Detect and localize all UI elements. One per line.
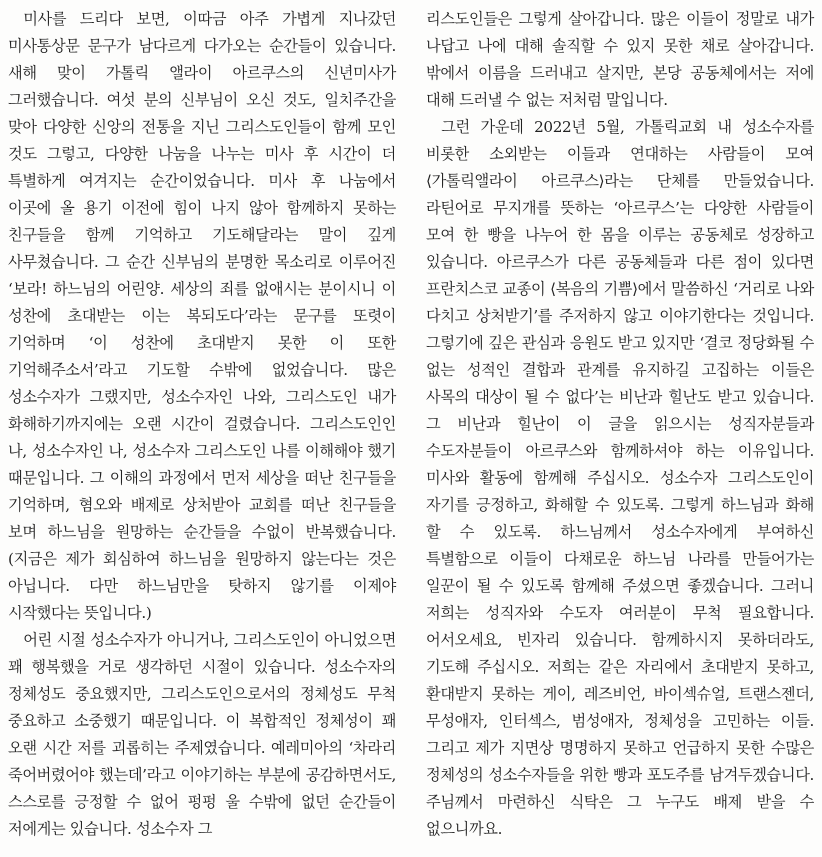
left-column — [8, 6, 396, 843]
paragraph-2-continuation: 리스도인들은 그렇게 살아갑니다. 많은 이들이 정말로 내가 나답고 나에 대해 솔직할 수 있지 못한 채로 살아갑니다. 밖에서 이름을 드러내고 살지만, 본당 공동체에서는 저에 대해 드러낼 수 없는 저처럼 말입니다. — [426, 10, 814, 109]
paragraph-1: 미사를 드리다 보면, 이따금 아주 가볍게 지나갔던 미사통상문 문구가 남다르게 다가오는 순간들이 있습니다. 새해 맞이 가톨릭 앨라이 아르쿠스의 신년미사가 그러했습니다. 여섯 분의 신부님이 오신 것도, 일치주간을 맞아 다양한 신앙의 전통을 지닌 그리스도인들이 함께 모인 것도 그렇고, 다양한 나눔을 나누는 미사 후 시간이 더 특별하게 여겨지는 순간이었습니다. 미사 후 나눔에서 이곳에 올 용기 이전에 힘이 나지 않아 함께하지 못하는 친구들을 함께 기억하고 기도해달라는 말이 깊게 사무쳤습니다. 그 순간 신부님의 분명한 목소리로 이루어진 ‘보라! 하느님의 어린양. 세상의 죄를 없애시는 분이시니 이 성찬에 초대받는 이는 복되도다’라는 문구를 또렷이 기억하며 ‘이 성찬에 초대받지 못한 이 또한 기억해주소서’라고 기도할 수밖에 없었습니다. 많은 성소수자가 그랬지만, 성소수자인 나와, 그리스도인 내가 화해하기까지에는 오랜 시간이 걸렸습니다. 그리스도인인 나, 성소수자인 나, 성소수자 그리스도인 나를 이해해야 했기 때문입니다. 그 이해의 과정에서 먼저 세상을 떠난 친구들을 기억하며, 혐오와 배제로 상처받아 교회를 떠난 친구들을 보며 하느님을 원망하는 순간들을 수없이 반복했습니다. (지금은 제가 회심하여 하느님을 원망하지 않는다는 것은 아닙니다. 다만 하느님만을 탓하지 않기를 이제야 시작했다는 뜻입니다.) — [8, 10, 396, 622]
right-column — [426, 6, 814, 843]
paragraph-2: 어린 시절 성소수자가 아니거나, 그리스도인이 아니었으면 꽤 행복했을 거로 생각하던 시절이 있습니다. 성소수자의 정체성도 중요했지만, 그리스도인으로서의 정체성도 무척 중요하고 소중했기 때문입니다. 이 복합적인 정체성이 꽤 오랜 시간 저를 괴롭히는 주제였습니다. 예레미아의 ‘차라리 죽어버렸어야 했는데’라고 이야기하는 부분에 공감하면서도, 스스로를 긍정할 수 없어 펑펑 울 수밖에 없던 순간들이 저에게는 있습니다. 성소수자 그 — [8, 631, 396, 838]
paragraph-3: 그런 가운데 2022년 5월, 가톨릭교회 내 성소수자를 비롯한 소외받는 이들과 연대하는 사람들이 모여 ⟨가톨릭앨라이 아르쿠스⟩라는 단체를 만들었습니다. 라틴어로 무지개를 뜻하는 ‘아르쿠스’는 다양한 사람들이 모여 한 빵을 나누어 한 몸을 이루는 공동체로 성장하고 있습니다. 아르쿠스가 다른 공동체들과 다른 점이 있다면 프란치스코 교종이 ⟨복음의 기쁨⟩에서 말씀하신 ‘거리로 나와 다치고 상처받기’를 주저하지 않고 이야기한다는 것입니다. 그렇기에 깊은 관심과 응원도 받고 있지만 ‘결코 정당화될 수 없는 성적인 결합과 관계를 유지하길 고집하는 이들은 사목의 대상이 될 수 없다’는 비난과 힐난도 받고 있습니다. 그 비난과 힐난이 이 글을 읽으시는 성직자분들과 수도자분들이 아르쿠스와 함께하셔야 하는 이유입니다. 미사와 활동에 함께해 주십시오. 성소수자 그리스도인이 자기를 긍정하고, 화해할 수 있도록. 그렇게 하느님과 화해 할 수 있도록. 하느님께서 성소수자에게 부여하신 특별함으로 이들이 다채로운 하느님 나라를 만들어가는 일꾼이 될 수 있도록 함께해 주셨으면 좋겠습니다. 그러니 저희는 성직자와 수도자 여러분이 무척 필요합니다. 어서오세요, 빈자리 있습니다. 함께하시지 못하더라도, 기도해 주십시오. 저희는 같은 자리에서 초대받지 못하고, 환대받지 못하는 게이, 레즈비언, 바이섹슈얼, 트랜스젠더, 무성애자, 인터섹스, 범성애자, 정체성을 고민하는 이들. 그리고 제가 지면상 명명하지 못하고 언급하지 못한 수많은 정체성의 성소수자들을 위한 빵과 포도주를 남겨두겠습니다. 주님께서 마련하신 식탁은 그 누구도 배제 받을 수 없으니까요. — [426, 118, 814, 838]
